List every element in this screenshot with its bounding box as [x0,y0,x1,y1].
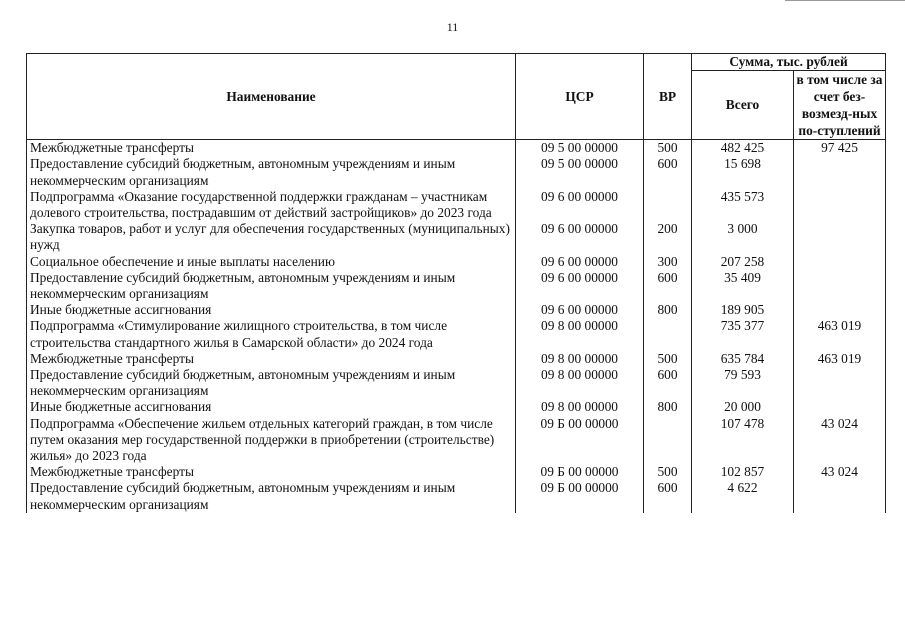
row-tsr: 09 Б 00 00000 [516,416,644,465]
row-vr: 500 [644,464,692,480]
row-bvp: 463 019 [794,318,886,350]
header-tsr: ЦСР [516,54,644,140]
row-name: Предоставление субсидий бюджетным, автономным учреждениям и иным некоммерческим организациям [27,270,516,302]
row-total: 4 622 [692,480,794,512]
row-tsr: 09 8 00 00000 [516,351,644,367]
table-row [27,189,886,221]
row-bvp: 463 019 [794,351,886,367]
row-vr: 600 [644,156,692,188]
row-name: Предоставление субсидий бюджетным, автономным учреждениям и иным некоммерческим организациям [27,156,516,188]
table-row [27,480,886,512]
row-vr: 500 [644,351,692,367]
row-name: Предоставление субсидий бюджетным, автономным учреждениям и иным некоммерческим организациям [27,480,516,512]
row-tsr: 09 6 00 00000 [516,270,644,302]
row-vr [644,189,692,221]
row-vr: 600 [644,480,692,512]
row-tsr: 09 6 00 00000 [516,254,644,270]
row-bvp [794,367,886,399]
row-vr [644,318,692,350]
row-bvp: 97 425 [794,140,886,157]
row-tsr: 09 6 00 00000 [516,189,644,221]
header-total: Всего [692,71,794,140]
row-name: Межбюджетные трансферты [27,464,516,480]
row-tsr: 09 8 00 00000 [516,399,644,415]
row-bvp [794,254,886,270]
row-tsr: 09 Б 00 00000 [516,480,644,512]
row-total: 15 698 [692,156,794,188]
row-vr: 600 [644,270,692,302]
header-bvp: в том числе за счет без-возмезд-ных по-ступлений [794,71,886,140]
row-vr: 600 [644,367,692,399]
row-bvp [794,399,886,415]
table-row [27,221,886,253]
row-name: Иные бюджетные ассигнования [27,302,516,318]
table-row [27,399,886,415]
row-vr: 500 [644,140,692,157]
row-tsr: 09 8 00 00000 [516,318,644,350]
table-row [27,270,886,302]
row-vr: 200 [644,221,692,253]
row-total: 735 377 [692,318,794,350]
row-name: Предоставление субсидий бюджетным, автономным учреждениям и иным некоммерческим организациям [27,367,516,399]
row-bvp: 43 024 [794,464,886,480]
table-row [27,254,886,270]
row-name: Подпрограмма «Оказание государственной поддержки гражданам – участникам долевого строительства, пострадавшим от действий застройщиков» до 2023 года [27,189,516,221]
page-edge-line [785,0,905,1]
budget-table [26,53,886,513]
row-total: 207 258 [692,254,794,270]
row-total: 635 784 [692,351,794,367]
row-total: 435 573 [692,189,794,221]
table-row [27,464,886,480]
row-name: Закупка товаров, работ и услуг для обеспечения государственных (муниципальных) нужд [27,221,516,253]
row-bvp [794,156,886,188]
table-row [27,367,886,399]
table-row [27,351,886,367]
row-tsr: 09 8 00 00000 [516,367,644,399]
row-name: Социальное обеспечение и иные выплаты населению [27,254,516,270]
row-tsr: 09 5 00 00000 [516,156,644,188]
row-total: 107 478 [692,416,794,465]
row-vr: 800 [644,399,692,415]
header-name: Наименование [27,54,516,140]
row-bvp [794,270,886,302]
row-tsr: 09 6 00 00000 [516,302,644,318]
row-bvp [794,189,886,221]
row-total: 482 425 [692,140,794,157]
row-bvp: 43 024 [794,416,886,465]
row-bvp [794,221,886,253]
row-total: 189 905 [692,302,794,318]
row-total: 79 593 [692,367,794,399]
row-vr: 800 [644,302,692,318]
row-total: 3 000 [692,221,794,253]
row-bvp [794,480,886,512]
row-total: 35 409 [692,270,794,302]
header-amount-group: Сумма, тыс. рублей [692,54,886,71]
row-tsr: 09 5 00 00000 [516,140,644,157]
row-name: Межбюджетные трансферты [27,351,516,367]
row-name: Подпрограмма «Стимулирование жилищного строительства, в том числе строительства стандартного жилья в Самарской области» до 2024 года [27,318,516,350]
row-tsr: 09 Б 00 00000 [516,464,644,480]
table-row [27,318,886,350]
row-name: Межбюджетные трансферты [27,140,516,157]
table-row [27,302,886,318]
row-tsr: 09 6 00 00000 [516,221,644,253]
row-vr: 300 [644,254,692,270]
row-total: 102 857 [692,464,794,480]
row-total: 20 000 [692,399,794,415]
row-name: Иные бюджетные ассигнования [27,399,516,415]
row-bvp [794,302,886,318]
page-number: 11 [446,20,459,34]
row-name: Подпрограмма «Обеспечение жильем отдельных категорий граждан, в том числе путем оказания мер государственной поддержки в приобретении (строительстве) жилья» до 2023 года [27,416,516,465]
table-body [27,140,886,513]
row-vr [644,416,692,465]
header-vr: ВР [644,54,692,140]
table-row [27,416,886,465]
table-row [27,140,886,157]
table-row [27,156,886,188]
